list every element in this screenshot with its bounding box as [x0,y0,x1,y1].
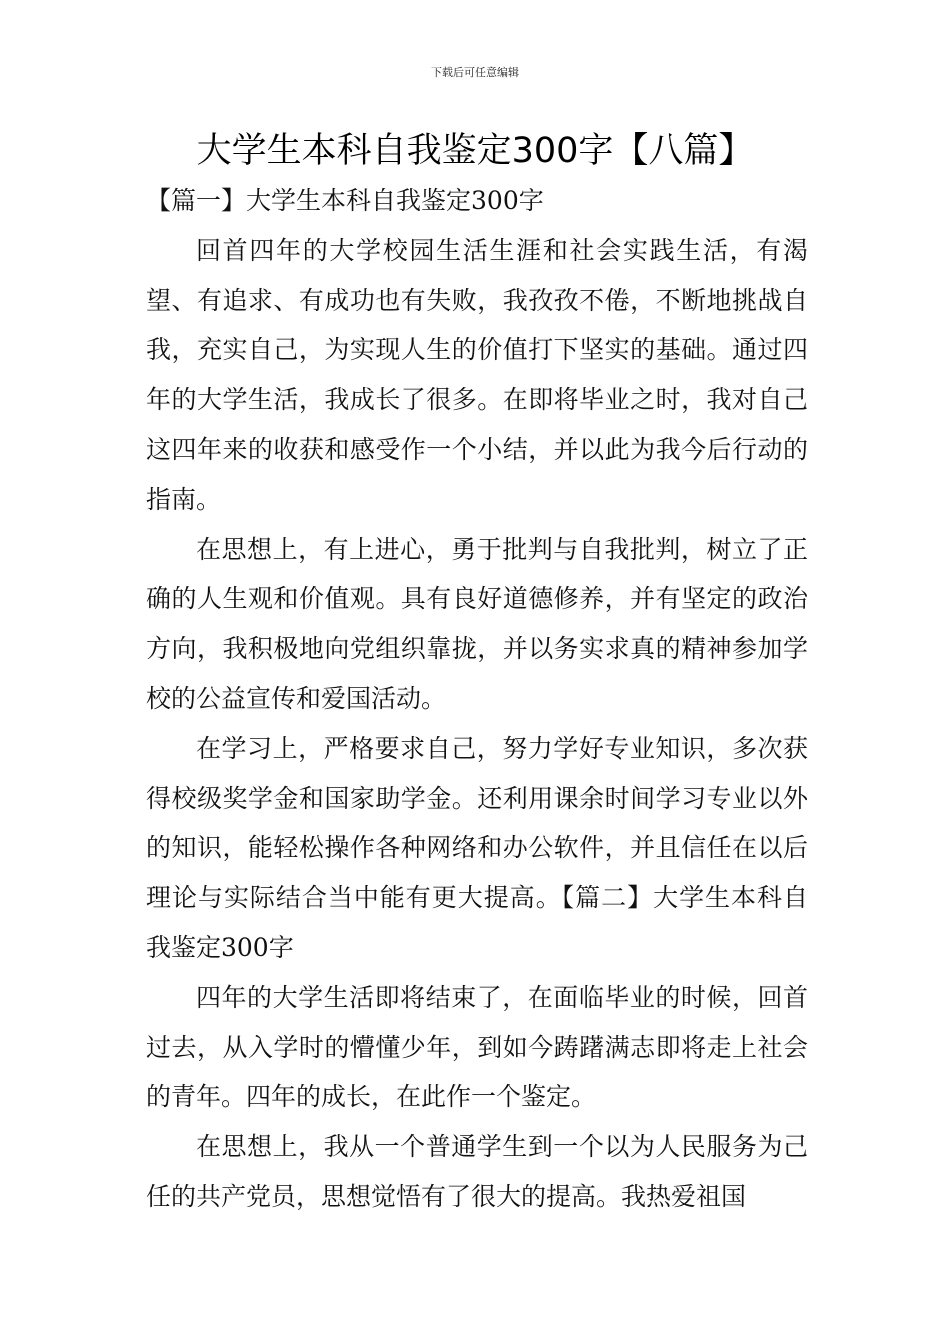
document-body [146,176,808,1222]
section-heading: 【篇一】大学生本科自我鉴定300字 [146,186,544,215]
paragraph: 在学习上，严格要求自己，努力学好专业知识，多次获得校级奖学金和国家助学金。还利用课余时间学习专业以外的知识，能轻松操作各种网络和办公软件，并且信任在以后理论与实际结合当中能有更大提高。【篇二】大学生本科自我鉴定300字 [146,733,808,962]
header-note: 下载后可任意编辑 [431,66,519,79]
document-title: 大学生本科自我鉴定300字【八篇】 [196,131,754,171]
paragraph: 在思想上，我从一个普通学生到一个以为人民服务为己任的共产党员，思想觉悟有了很大的提高。我热爱祖国 [146,1132,808,1211]
paragraph: 回首四年的大学校园生活生涯和社会实践生活，有渴望、有追求、有成功也有失败，我孜孜不倦，不断地挑战自我，充实自己，为实现人生的价值打下坚实的基础。通过四年的大学生活，我成长了很多。在即将毕业之时，我对自己这四年来的收获和感受作一个小结，并以此为我今后行动的指南。 [146,235,808,514]
paragraph: 四年的大学生活即将结束了，在面临毕业的时候，回首过去，从入学时的懵懂少年，到如今踌躇满志即将走上社会的青年。四年的成长，在此作一个鉴定。 [146,982,808,1112]
paragraph: 在思想上，有上进心，勇于批判与自我批判，树立了正确的人生观和价值观。具有良好道德修养，并有坚定的政治方向，我积极地向党组织靠拢，并以务实求真的精神参加学校的公益宣传和爱国活动。 [146,534,808,713]
